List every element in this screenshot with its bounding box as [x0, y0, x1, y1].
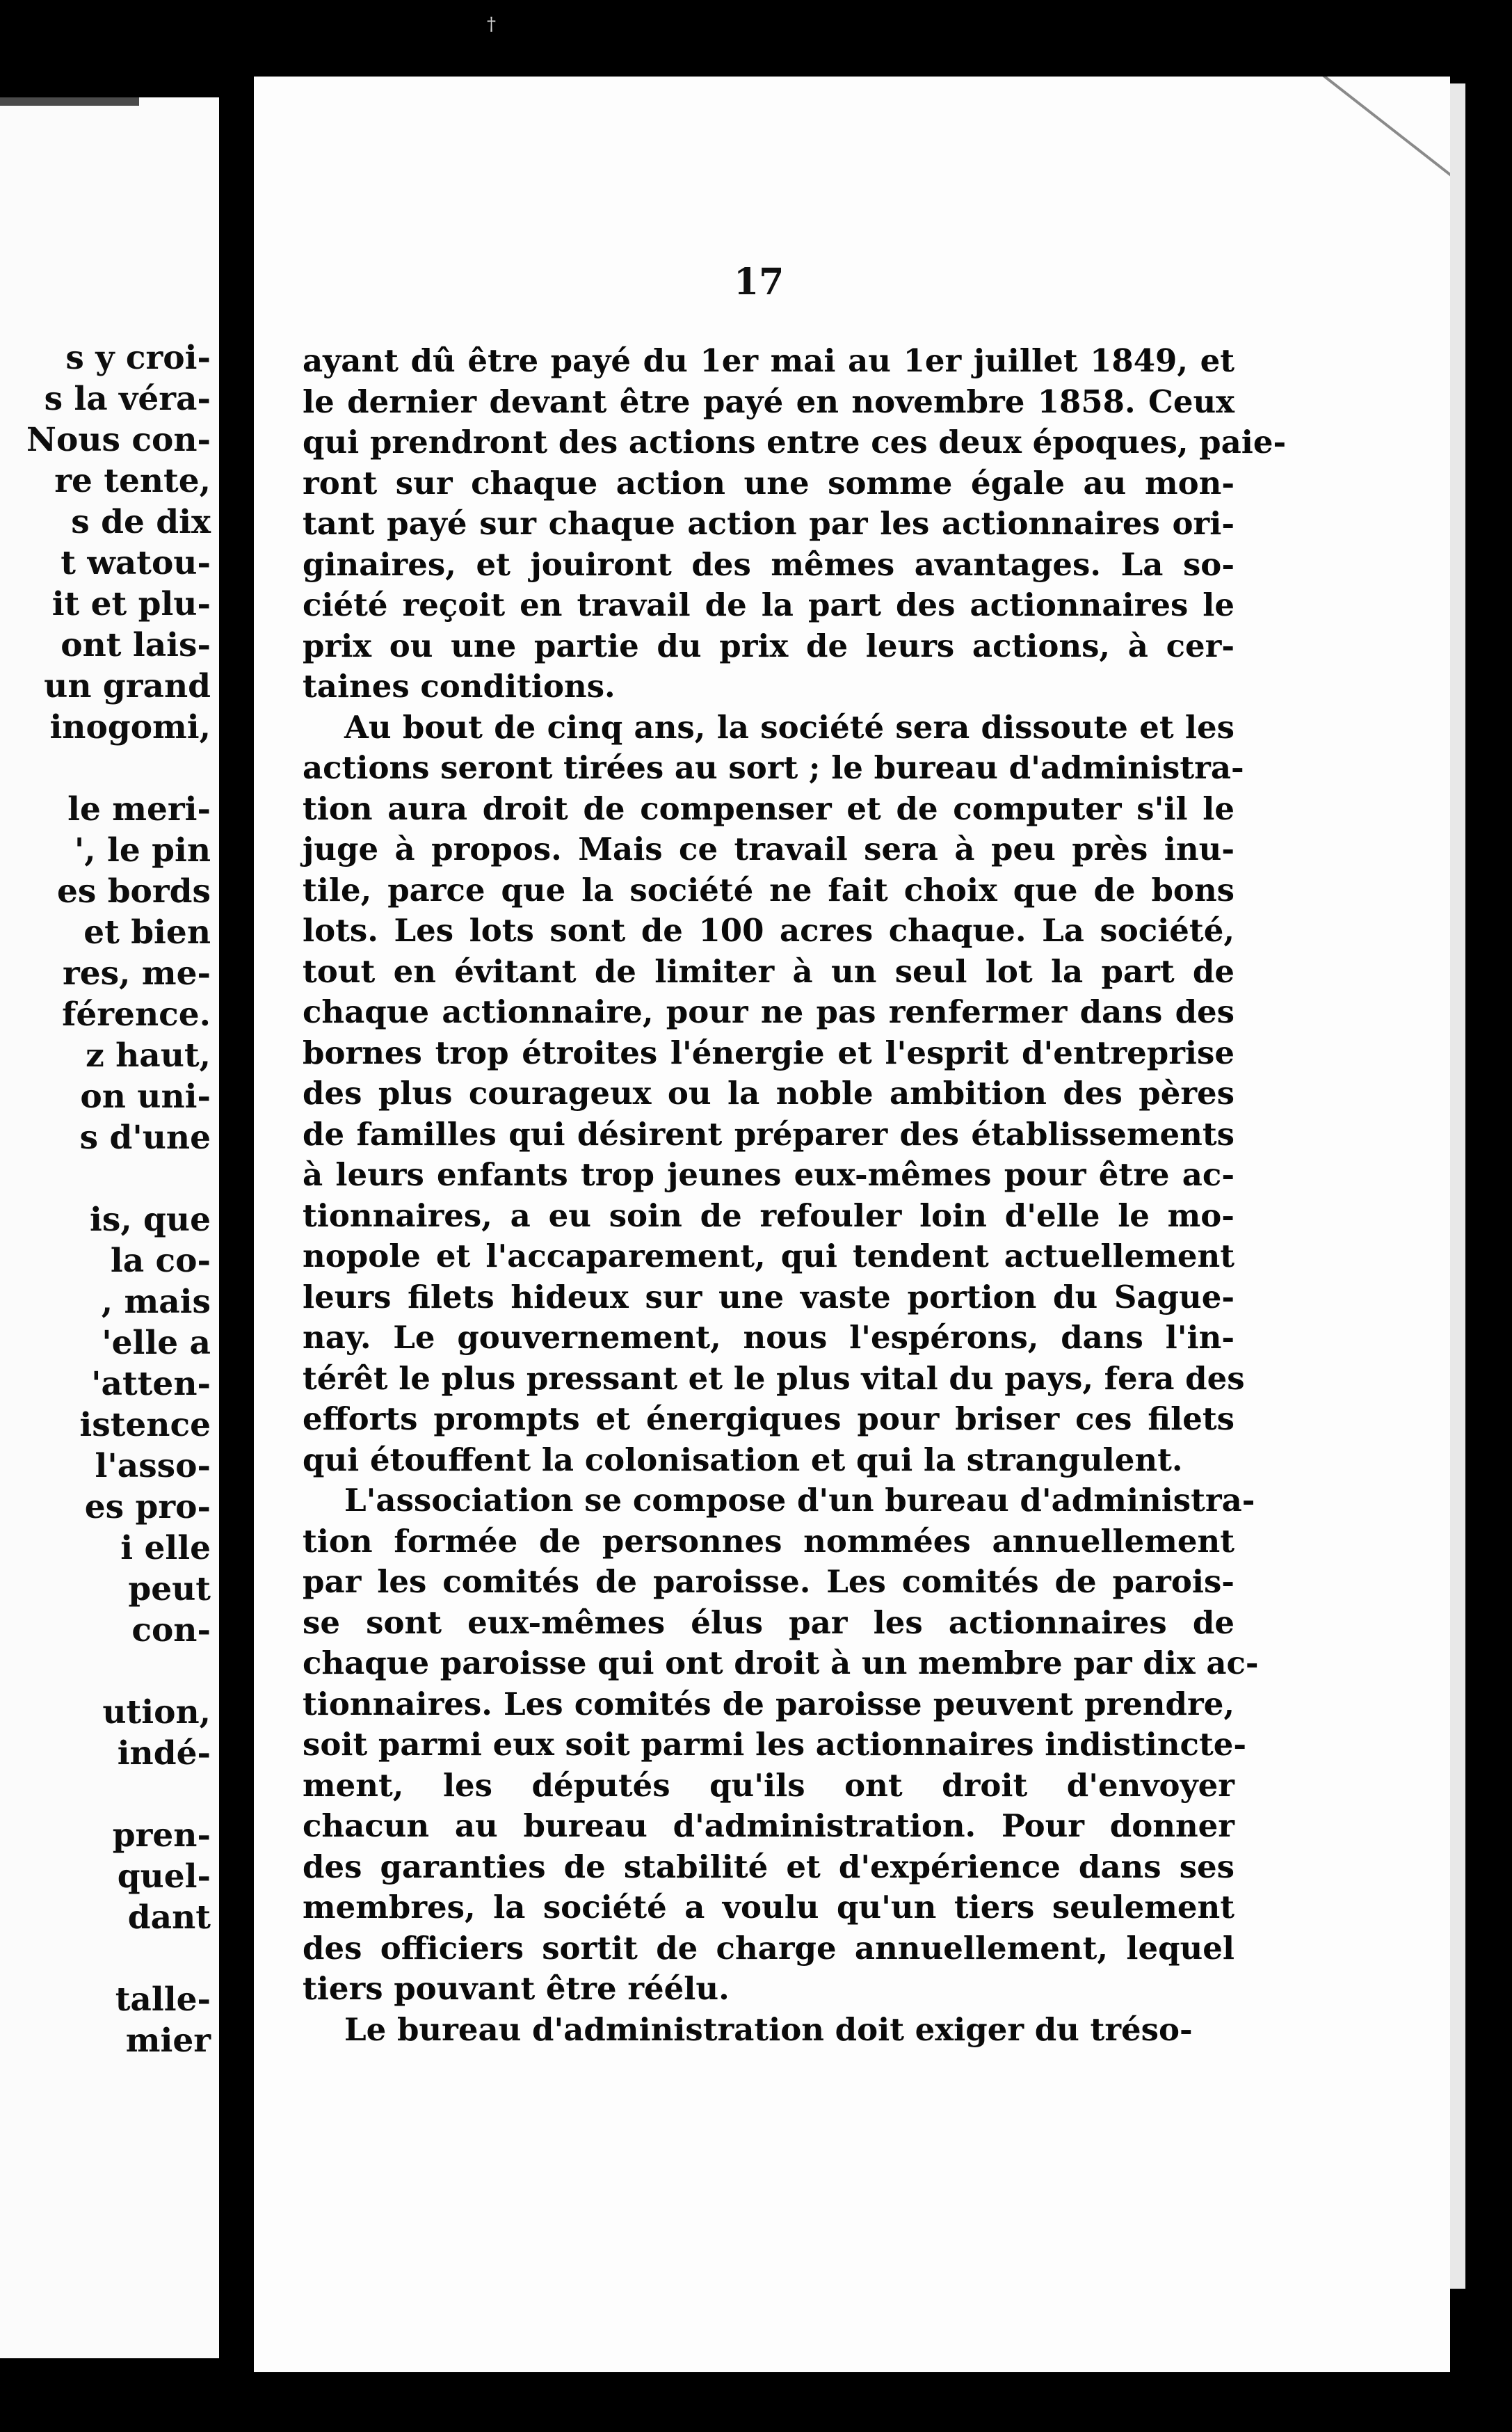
text-line: tiers pouvant être réélu.: [303, 1970, 730, 2007]
text-line: des plus courageux ou la noble ambition des pères: [303, 1075, 1234, 1112]
previous-page-line: s d'une: [79, 1119, 211, 1157]
current-page: [254, 77, 1450, 2372]
page-body-text: [303, 341, 1287, 2050]
previous-page-line: it et plu-: [51, 585, 211, 623]
text-line: tionnaires, a eu soin de refouler loin d'elle le mo-: [303, 1197, 1234, 1234]
text-line: soit parmi eux soit parmi les actionnaires indistincte-: [303, 1726, 1247, 1763]
previous-page-line: con-: [131, 1611, 211, 1649]
text-line: ront sur chaque action une somme égale au mon-: [303, 464, 1234, 502]
previous-page-line: indé-: [117, 1734, 211, 1773]
text-line: tion formée de personnes nommées annuellement: [303, 1522, 1234, 1560]
text-line: de familles qui désirent préparer des établissements: [303, 1115, 1234, 1153]
previous-page-line: istence: [79, 1406, 211, 1444]
text-line: par les comités de paroisse. Les comités de parois-: [303, 1563, 1234, 1600]
text-line: tile, parce que la société ne fait choix que de bons: [303, 871, 1234, 909]
previous-page-line: férence.: [62, 995, 211, 1034]
text-line: chacun au bureau d'administration. Pour donner: [303, 1807, 1234, 1844]
text-line: Au bout de cinq ans, la société sera dissoute et les: [344, 708, 1234, 746]
previous-page-line: [2, 1158, 211, 1199]
previous-page-line: [2, 1774, 211, 1815]
page-edge-shadow: [0, 97, 139, 106]
book-gutter: [221, 104, 253, 2365]
paragraph: [303, 707, 1245, 1481]
previous-page-line: ', le pin: [74, 831, 211, 870]
text-line: membres, la société a voulu qu'un tiers seulement: [303, 1889, 1234, 1926]
text-line: térêt le plus pressant et le plus vital du pays, fera des: [303, 1359, 1245, 1397]
text-line: chaque actionnaire, pour ne pas renfermer dans des: [303, 993, 1234, 1030]
previous-page-line: peut: [128, 1570, 211, 1608]
previous-page-line: on uni-: [80, 1078, 211, 1116]
previous-page-line: [2, 1938, 211, 1979]
text-line: ciété reçoit en travail de la part des actionnaires le: [303, 586, 1234, 623]
text-line: efforts prompts et énergiques pour briser ces filets: [303, 1400, 1234, 1437]
page-edge: [1450, 83, 1465, 2289]
previous-page-line: es pro-: [84, 1488, 211, 1526]
text-line: qui prendront des actions entre ces deux époques, paie-: [303, 424, 1287, 461]
previous-page-line: ont lais-: [61, 626, 211, 664]
previous-page-line: l'asso-: [95, 1447, 211, 1485]
previous-page-line: mier: [125, 2022, 211, 2060]
previous-page-line: z haut,: [86, 1037, 211, 1075]
text-line: tant payé sur chaque action par les actionnaires ori-: [303, 505, 1234, 542]
text-line: qui étouffent la colonisation et qui la strangulent.: [303, 1441, 1183, 1478]
corner-fold-crease: [1094, 77, 1450, 283]
previous-page-line: inogomi,: [49, 708, 211, 746]
previous-page-line: re tente,: [54, 462, 211, 500]
text-line: actions seront tirées au sort ; le bureau d'administra-: [303, 749, 1244, 786]
paragraph: [303, 2010, 1234, 2051]
previous-page-line: un grand: [44, 667, 211, 705]
text-line: nopole et l'accaparement, qui tendent actuellement: [303, 1238, 1234, 1274]
previous-page-line: [2, 748, 211, 789]
text-line: lots. Les lots sont de 100 acres chaque. La société,: [303, 912, 1234, 949]
text-line: des officiers sortit de charge annuellement, lequel: [303, 1929, 1234, 1967]
previous-page-line: s la véra-: [44, 380, 211, 418]
text-line: ginaires, et jouiront des mêmes avantages. La so-: [303, 545, 1234, 583]
previous-page-line: ution,: [102, 1693, 211, 1731]
text-line: taines conditions.: [303, 668, 616, 705]
paragraph: [303, 341, 1287, 707]
text-line: L'association se compose d'un bureau d'administra-: [344, 1482, 1255, 1519]
previous-page-line: talle-: [115, 1981, 211, 2019]
previous-page-line: i elle: [120, 1529, 211, 1567]
text-line: prix ou une partie du prix de leurs actions, à cer-: [303, 627, 1234, 664]
stray-ink-mark: †: [487, 14, 496, 35]
previous-page-line: la co-: [110, 1242, 211, 1280]
previous-page-line: quel-: [117, 1857, 211, 1896]
text-line: chaque paroisse qui ont droit à un membre par dix ac-: [303, 1645, 1259, 1681]
previous-page-line: pren-: [112, 1816, 211, 1855]
previous-page-line: [2, 1651, 211, 1692]
text-line: ayant dû être payé du 1er mai au 1er juillet 1849, et: [303, 342, 1234, 379]
paragraph: [303, 1480, 1259, 2010]
previous-page-line: res, me-: [63, 954, 211, 993]
previous-page-line: , mais: [101, 1283, 211, 1321]
previous-page-line: dant: [127, 1898, 211, 1937]
page-number: 17: [734, 261, 785, 303]
text-line: tionnaires. Les comités de paroisse peuvent prendre,: [303, 1685, 1234, 1722]
text-line: ment, les députés qu'ils ont droit d'envoyer: [303, 1766, 1234, 1804]
text-line: à leurs enfants trop jeunes eux-mêmes pour être ac-: [303, 1156, 1234, 1193]
text-line: leurs filets hideux sur une vaste portion du Sague-: [303, 1278, 1234, 1315]
text-line: juge à propos. Mais ce travail sera à peu près inu-: [303, 831, 1234, 867]
previous-page-line: 'atten-: [91, 1365, 211, 1403]
previous-page-line: is, que: [90, 1201, 211, 1239]
previous-page-line: et bien: [83, 913, 211, 952]
previous-page-fragment: [0, 97, 219, 2358]
previous-page-line: s de dix: [71, 503, 211, 541]
previous-page-line: le meri-: [67, 790, 211, 829]
text-line: Le bureau d'administration doit exiger du tréso-: [344, 2010, 1193, 2048]
previous-page-line: 'elle a: [102, 1324, 211, 1362]
previous-page-text: [2, 337, 211, 2061]
previous-page-line: s y croi-: [65, 339, 211, 377]
previous-page-line: Nous con-: [26, 421, 211, 459]
text-line: le dernier devant être payé en novembre 1858. Ceux: [303, 383, 1234, 420]
text-line: tion aura droit de compenser et de computer s'il le: [303, 790, 1234, 827]
text-line: nay. Le gouvernement, nous l'espérons, dans l'in-: [303, 1319, 1234, 1356]
previous-page-line: es bords: [56, 872, 211, 911]
text-line: bornes trop étroites l'énergie et l'esprit d'entreprise: [303, 1034, 1234, 1071]
text-line: se sont eux-mêmes élus par les actionnaires de: [303, 1603, 1234, 1641]
previous-page-line: t watou-: [61, 544, 211, 582]
text-line: tout en évitant de limiter à un seul lot la part de: [303, 952, 1234, 990]
text-line: des garanties de stabilité et d'expérience dans ses: [303, 1848, 1234, 1885]
